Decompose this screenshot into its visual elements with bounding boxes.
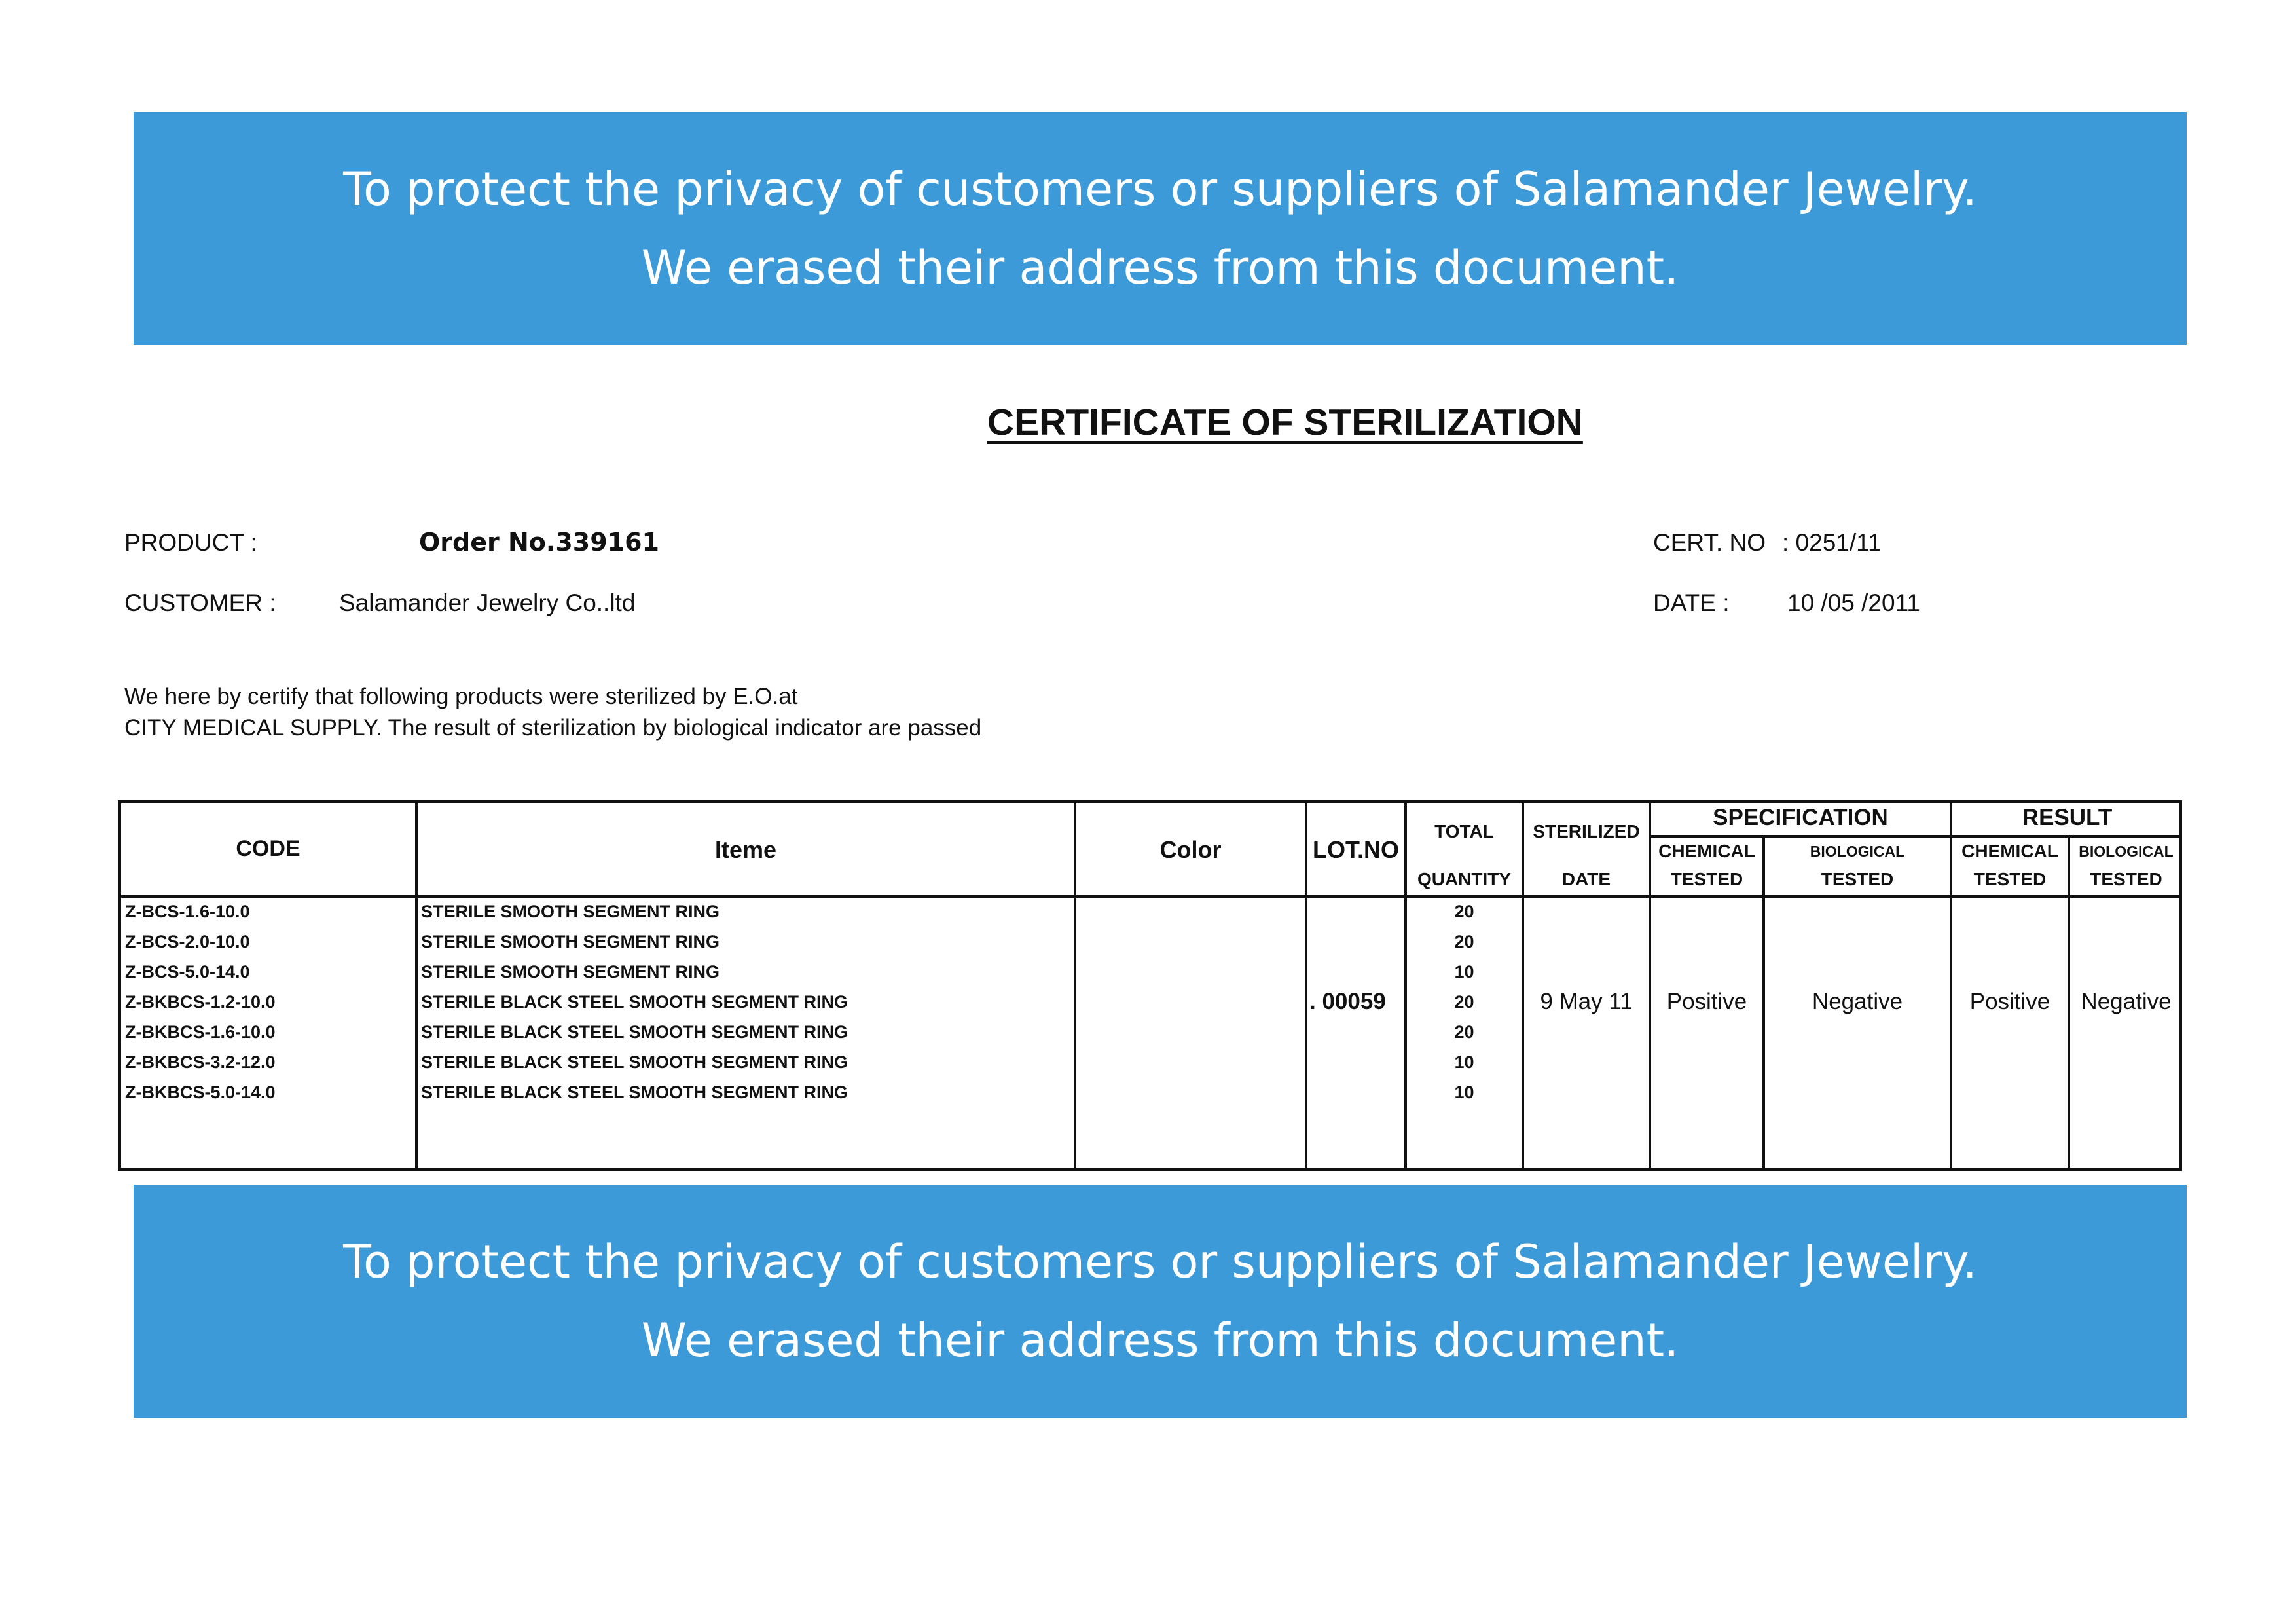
customer-label: CUSTOMER : xyxy=(124,589,276,616)
row-item: STERILE BLACK STEEL SMOOTH SEGMENT RING xyxy=(421,992,848,1012)
header-spec-chemical-tested: TESTED xyxy=(1670,869,1743,889)
header-result-biological: BIOLOGICAL xyxy=(2079,843,2174,860)
row-code: Z-BCS-5.0-14.0 xyxy=(125,962,250,982)
header-total: TOTAL xyxy=(1434,821,1494,841)
row-code: Z-BKBCS-5.0-14.0 xyxy=(125,1082,276,1102)
privacy-banner-top xyxy=(134,112,2187,345)
header-result-chemical: CHEMICAL xyxy=(1961,841,2058,861)
spec-biological-value: Negative xyxy=(1812,989,1903,1014)
statement-line1: We here by certify that following products were sterilized by E.O.at xyxy=(124,684,798,709)
row-code: Z-BKBCS-1.2-10.0 xyxy=(125,992,276,1012)
cert-no-label: CERT. NO xyxy=(1653,529,1766,556)
header-divider xyxy=(121,895,2179,898)
customer-value: Salamander Jewelry Co..ltd xyxy=(339,589,636,616)
row-qty: 20 xyxy=(1454,932,1474,951)
row-qty: 10 xyxy=(1454,1052,1474,1072)
statement-line2: CITY MEDICAL SUPPLY. The result of sterilization by biological indicator are passed xyxy=(124,715,982,741)
col-divider xyxy=(1522,803,1524,1168)
row-code: Z-BKBCS-1.6-10.0 xyxy=(125,1022,276,1042)
row-qty: 20 xyxy=(1454,1022,1474,1042)
sterilized-date-value: 9 May 11 xyxy=(1540,989,1633,1014)
header-lot-no: LOT.NO xyxy=(1313,836,1399,863)
row-code: Z-BCS-1.6-10.0 xyxy=(125,902,250,921)
header-color: Color xyxy=(1159,836,1222,863)
header-quantity: QUANTITY xyxy=(1417,869,1512,889)
row-item: STERILE SMOOTH SEGMENT RING xyxy=(421,962,720,982)
header-result-chemical-tested: TESTED xyxy=(1973,869,2047,889)
row-qty: 10 xyxy=(1454,962,1474,982)
row-code: Z-BCS-2.0-10.0 xyxy=(125,932,250,951)
spec-chemical-value: Positive xyxy=(1666,989,1747,1014)
privacy-banner-line2: We erased their address from this document. xyxy=(641,1314,1679,1367)
row-code: Z-BKBCS-3.2-12.0 xyxy=(125,1052,276,1072)
certification-statement xyxy=(124,681,981,744)
result-chemical-value: Positive xyxy=(1969,989,2050,1014)
row-item: STERILE SMOOTH SEGMENT RING xyxy=(421,902,720,921)
row-item: STERILE BLACK STEEL SMOOTH SEGMENT RING xyxy=(421,1052,848,1072)
privacy-banner-line2: We erased their address from this document. xyxy=(641,241,1679,295)
header-result-biological-tested: TESTED xyxy=(2090,869,2162,889)
cert-no-value: : 0251/11 xyxy=(1782,529,1882,556)
row-qty: 20 xyxy=(1454,992,1474,1012)
sterilization-table xyxy=(118,800,2182,1171)
product-value: Order No.339161 xyxy=(419,528,659,557)
result-biological-value: Negative xyxy=(2081,989,2172,1014)
privacy-banner-bottom xyxy=(134,1185,2187,1418)
header-spec-biological-tested: TESTED xyxy=(1821,869,1894,889)
document-title: CERTIFICATE OF STERILIZATION xyxy=(987,401,1583,443)
lot-no-value: . 00059 xyxy=(1309,989,1386,1014)
row-item: STERILE BLACK STEEL SMOOTH SEGMENT RING xyxy=(421,1082,848,1102)
col-divider xyxy=(1404,803,1407,1168)
date-label: DATE : xyxy=(1653,589,1730,616)
date-value: 10 /05 /2011 xyxy=(1787,589,1920,616)
header-result: RESULT xyxy=(2022,805,2113,830)
privacy-banner-line1: To protect the privacy of customers or suppliers of Salamander Jewelry. xyxy=(343,1235,1977,1289)
row-qty: 10 xyxy=(1454,1082,1474,1102)
header-spec-chemical: CHEMICAL xyxy=(1658,841,1755,861)
privacy-banner-line1: To protect the privacy of customers or suppliers of Salamander Jewelry. xyxy=(343,162,1977,216)
header-specification: SPECIFICATION xyxy=(1713,805,1888,830)
row-item: STERILE BLACK STEEL SMOOTH SEGMENT RING xyxy=(421,1022,848,1042)
header-sterilized-date: DATE xyxy=(1561,869,1611,889)
header-spec-biological: BIOLOGICAL xyxy=(1810,843,1905,860)
product-label: PRODUCT : xyxy=(124,529,257,556)
group-header-divider xyxy=(1649,835,2179,838)
row-item: STERILE SMOOTH SEGMENT RING xyxy=(421,932,720,951)
row-qty: 20 xyxy=(1454,902,1474,921)
header-code: CODE xyxy=(236,836,301,861)
header-item: Iteme xyxy=(714,836,777,863)
header-sterilized: STERILIZED xyxy=(1533,821,1640,841)
